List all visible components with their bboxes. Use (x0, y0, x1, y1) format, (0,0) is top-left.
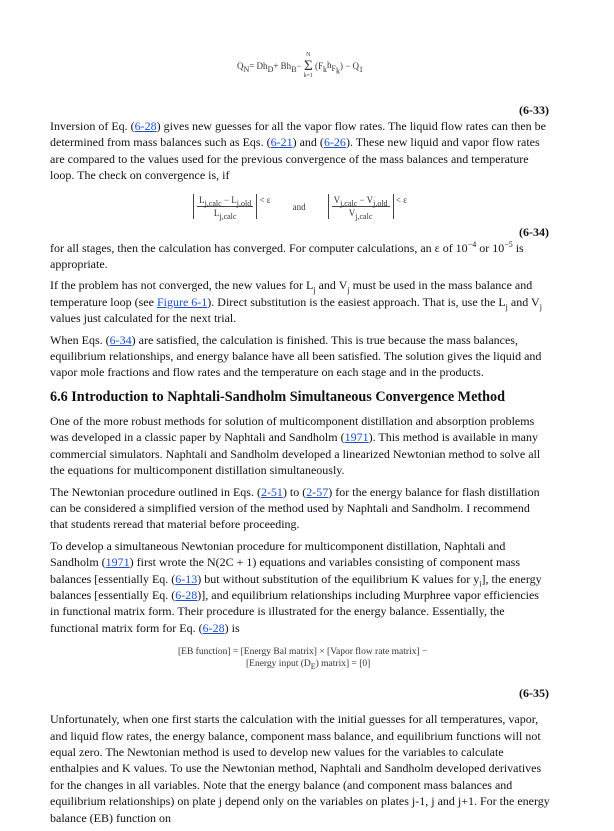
paragraph-inversion: Inversion of Eq. (6-28) gives new guesses for all the vapor flow rates. The liquid flow rates can then be determined from mass balances such as Eqs. (6-21) and (6-26). These new liquid and vapor flow rates are compared to the values used for the previous convergence of the mass balances and temperature loop. The check on convergence is, if (50, 119, 546, 183)
paragraph-converged: for all stages, then the calculation has converged. For computer calculations, an ε of $10^{-4}$ or $10^{-5}$ is appropriate. (50, 239, 524, 272)
paragraph-newtonian-procedure: The Newtonian procedure outlined in Eqs. (2-51) to (2-57) for the energy balance for flash distillation can be considered a simplified version of the method used by Naphtali and Sandholm. I recommend that students reread that material before proceeding. (50, 484, 540, 532)
eq-matrix-line-2: [Energy input $(D_E)$ matrix] = [0] (246, 659, 371, 672)
link-ref-1971[interactable]: 1971 (344, 430, 369, 445)
link-eq-6-28-c[interactable]: 6-28 (202, 620, 225, 635)
link-eq-6-13[interactable]: 6-13 (175, 571, 198, 586)
paragraph-develop-simultaneous: To develop a simultaneous Newtonian procedure for multicomponent distillation, Naphtali and Sandholm (1971) first wrote the N(2C + 1) equations and variables consisting of component mass balances [essentially Eq. (6-13) but without substitution of the equilibrium K values for $y_i$], the energy balances [essentially Eq. (6-28)], and equilibrium relationships including Murphree vapor efficiencies in functional matrix form. Their procedure is illustrated for the energy balance. Essentially, the functional matrix form for Eq. (6-28) is (50, 538, 542, 635)
equation-functional-matrix (178, 641, 550, 675)
link-eq-6-28[interactable]: 6-28 (134, 119, 157, 133)
link-eq-2-57[interactable]: 2-57 (306, 484, 329, 499)
equation-number-6-35: (6-35) (519, 686, 549, 701)
link-eq-6-21[interactable]: 6-21 (270, 135, 293, 150)
eq-matrix-line-1: [EB function] = [Energy Bal matrix] × [Vapor flow rate matrix] − (178, 647, 428, 658)
link-ref-1971-b[interactable]: 1971 (105, 555, 130, 570)
equation-energy-balance-q1: $Q_N$ = $Dh_D$ + $Bh_B$ − N Σ k=1 ($F_k$ $h_{F_k}$ ) − $Q_1$ (236, 52, 364, 79)
eq-lhs: $Q_N$ (236, 61, 250, 74)
summation-symbol: N Σ k=1 (303, 52, 313, 79)
link-eq-6-28-b[interactable]: 6-28 (175, 587, 198, 602)
eq-conv-right: $\frac{V_{j,calc} - V_{j,old}}{V_{j,calc}}$ < ε (328, 194, 407, 219)
equation-number-6-34: (6-34) (519, 224, 549, 239)
eq-conv-left: $\frac{L_{j,calc} - L_{j,old}}{L_{j,calc}}$ < ε (193, 194, 271, 219)
paragraph-robust-methods: One of the more robust methods for solution of multicomponent distillation and absorption problems was developed in a classic paper by Naphtali and Sandholm (1971). This method is available in many commercial simulators. Naphtali and Sandholm developed a linearized Newtonian method to solve all the equations for multicomponent distillation simultaneously. (50, 413, 541, 478)
link-figure-6-1[interactable]: Figure 6-1 (156, 294, 208, 309)
paragraph-finished: When Eqs. (6-34) are satisfied, the calculation is finished. This is true because the mass balances, equilibrium relationships, and energy balance have all been satisfied. The solution gives the liquid and vapor mole fractions and flow rates and the temperature on each stage and in the products. (50, 332, 542, 380)
document-page (50, 28, 550, 831)
equation-convergence-check (50, 190, 550, 224)
link-eq-6-26[interactable]: 6-26 (323, 135, 346, 150)
link-eq-6-34[interactable]: 6-34 (109, 332, 132, 347)
paragraph-not-converged: If the problem has not converged, the new values for $L_j$ and $V_j$ must be used in the mass balance and temperature loop (see Figure 6-1). Direct substitution is the easiest approach. That is, use the $L_j$ and $V_j$ values just calculated for the next trial. (50, 278, 542, 326)
eq-conv-and: and (292, 201, 306, 212)
paragraph-unfortunately: Unfortunately, when one first starts the calculation with the initial guesses for all temperatures, vapor, and liquid flow rates, the energy balance, component mass balance, and equilibrium functions will not equal zero. The Newtonian method is used to develop new values for the variables to calculate enthalpies and K values. To use the Newtonian method, Naphtali and Sandholm developed derivatives for the changes in all variables. Note that the energy balance (and component mass balances and equilibrium relationships) on plate j depend only on the variables on plates j-1, j and j+1. For the energy balance (EB) function on (50, 712, 550, 825)
link-eq-2-51[interactable]: 2-51 (260, 484, 283, 499)
section-heading: 6.6 Introduction to Naphtali-Sandholm Simultaneous Convergence Method (50, 388, 505, 405)
equation-number-6-33: (6-33) (519, 103, 549, 117)
